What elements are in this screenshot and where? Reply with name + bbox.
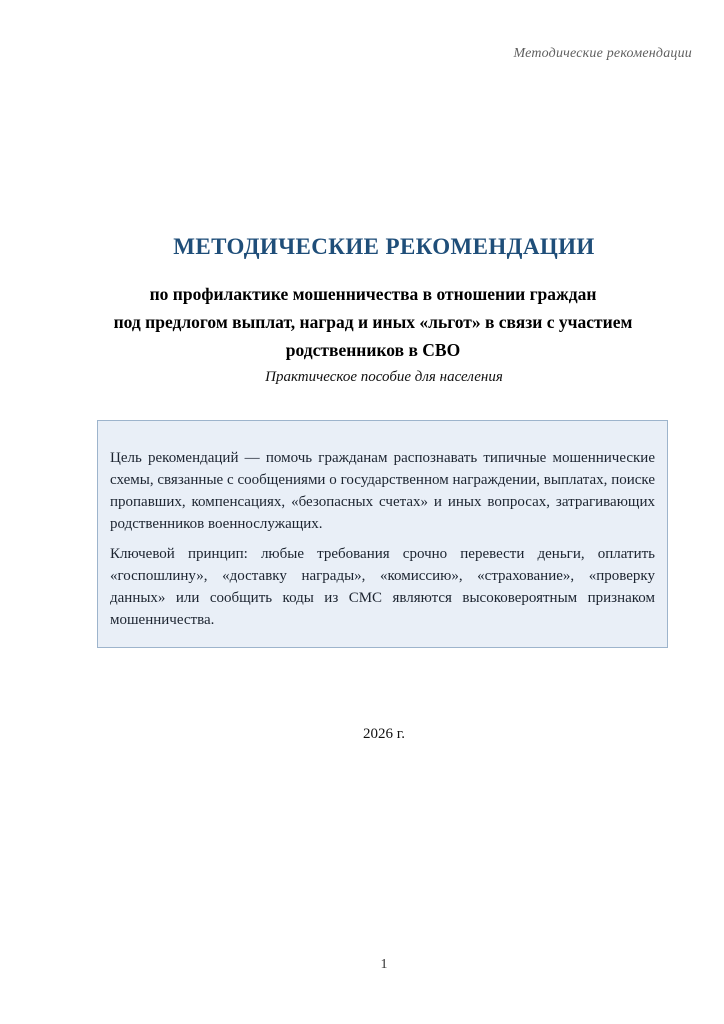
document-tagline: Практическое пособие для населения [265,369,503,385]
info-box-paragraph-goal: Цель рекомендаций — помочь гражданам распознавать типичные мошеннические схемы, связанные с сообщениями о государственном награждении, выплатах, поиске пропавших, компенсациях, «безопасных счетах» и иных вопросах, затрагивающих родственников военнослужащих. [110,450,655,532]
running-header: Методические рекомендации [513,46,692,61]
document-title: МЕТОДИЧЕСКИЕ РЕКОМЕНДАЦИИ [173,234,595,259]
purpose-info-box [97,420,668,648]
subtitle-line-1: по профилактике мошенничества в отношении граждан [149,284,597,304]
subtitle-line-3: родственников в СВО [285,340,461,360]
info-box-paragraph-key-principle: Ключевой принцип: любые требования срочно перевести деньги, оплатить «госпошлину», «доставку награды», «комиссию», «страхование», «проверку данных» или сообщить коды из СМС являются высоковероятным признаком мошенничества. [110,546,655,628]
publication-year: 2026 г. [363,726,405,742]
subtitle-line-2: под предлогом выплат, наград и иных «льгот» в связи с участием [113,312,633,332]
document-subtitle [78,280,668,364]
page-number: 1 [380,957,388,972]
